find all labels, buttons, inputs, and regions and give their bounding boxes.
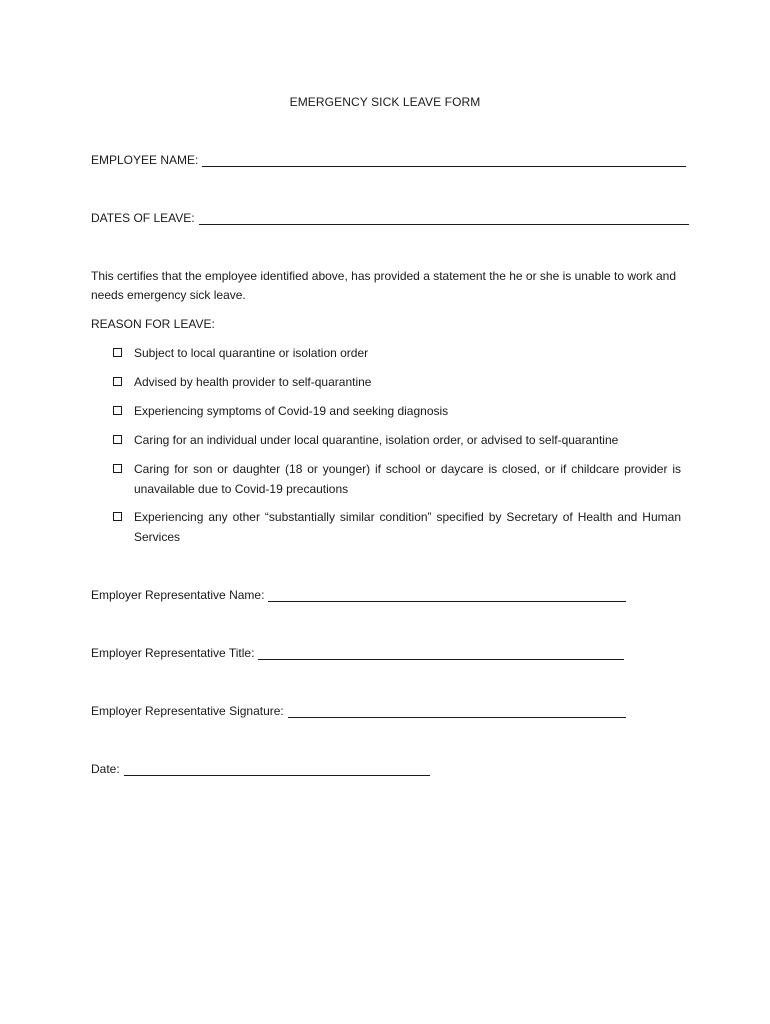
employer-rep-name-label: Employer Representative Name:: [91, 588, 265, 602]
reason-option: [113, 344, 681, 364]
reason-option: [113, 508, 681, 547]
reason-option-label: Experiencing any other “substantially similar condition” specified by Secretary of Health and Human Services: [134, 510, 681, 544]
employer-rep-signature-label: Employer Representative Signature:: [91, 704, 284, 718]
dates-of-leave-label: DATES OF LEAVE:: [91, 211, 195, 225]
reason-option: [113, 373, 681, 393]
employee-name-field: [91, 153, 686, 167]
employer-rep-title-line[interactable]: [258, 647, 624, 660]
checkbox[interactable]: [113, 406, 122, 415]
checkbox[interactable]: [113, 512, 122, 521]
checkbox[interactable]: [113, 464, 122, 473]
employee-name-line[interactable]: [202, 154, 686, 167]
date-label: Date:: [91, 762, 120, 776]
checkbox[interactable]: [113, 435, 122, 444]
checkbox[interactable]: [113, 377, 122, 386]
reason-option: [113, 460, 681, 499]
employer-rep-title-field: [91, 646, 624, 660]
employee-name-label: EMPLOYEE NAME:: [91, 153, 199, 167]
reason-option-label: Caring for an individual under local quarantine, isolation order, or advised to self-quarantine: [134, 433, 619, 447]
reason-option-label: Caring for son or daughter (18 or younger) if school or daycare is closed, or if childcare provider is unavailable due to Covid-19 precautions: [134, 462, 681, 496]
reason-for-leave-label: REASON FOR LEAVE:: [91, 317, 215, 331]
checkbox[interactable]: [113, 348, 122, 357]
date-line[interactable]: [124, 763, 430, 776]
dates-of-leave-field: [91, 211, 689, 225]
reason-option-label: Advised by health provider to self-quarantine: [134, 375, 372, 389]
reason-option-label: Subject to local quarantine or isolation order: [134, 346, 369, 360]
employer-rep-name-field: [91, 588, 626, 602]
certification-text: This certifies that the employee identified above, has provided a statement the he or she is unable to work and needs emergency sick leave.: [91, 269, 677, 302]
form-title: EMERGENCY SICK LEAVE FORM: [289, 95, 481, 109]
reason-option: [113, 431, 681, 451]
date-field: [91, 762, 430, 776]
employer-rep-signature-line[interactable]: [288, 705, 626, 718]
employer-rep-signature-field: [91, 704, 626, 718]
employer-rep-name-line[interactable]: [268, 589, 626, 602]
employer-rep-title-label: Employer Representative Title:: [91, 646, 255, 660]
dates-of-leave-line[interactable]: [199, 212, 689, 225]
reason-option: [113, 402, 681, 422]
reason-option-label: Experiencing symptoms of Covid-19 and seeking diagnosis: [134, 404, 449, 418]
